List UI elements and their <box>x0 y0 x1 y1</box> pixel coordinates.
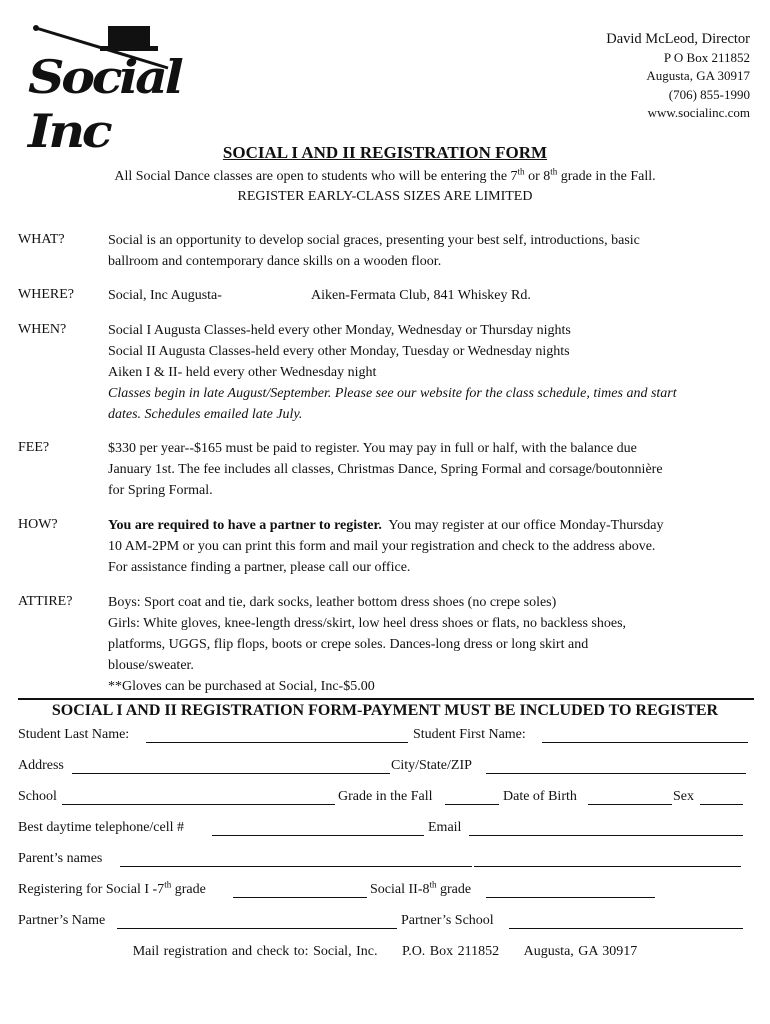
how-label: HOW? <box>18 517 58 532</box>
where-body <box>108 285 748 306</box>
contact-block <box>606 30 750 123</box>
mail-city: Augusta, GA 30917 <box>523 944 638 959</box>
social1-sup: th <box>164 879 172 890</box>
fee-label: FEE? <box>18 440 50 455</box>
attire-line: blouse/sweater. <box>108 658 194 673</box>
attire-line: Boys: Sport coat and tie, dark socks, leather bottom dress shoes (no crepe soles) <box>108 595 557 610</box>
dob-label: Date of Birth <box>503 789 577 804</box>
partner-school-input[interactable] <box>509 928 743 929</box>
social-inc-logo <box>28 24 198 158</box>
how-line: 10 AM-2PM or you can print this form and mail your registration and check to the address above. <box>108 539 656 554</box>
address-input[interactable] <box>72 773 390 774</box>
phone-label: Best daytime telephone/cell # <box>18 820 185 835</box>
intro-sup-2: th <box>550 166 558 177</box>
partner-school-label: Partner’s School <box>401 913 494 928</box>
sex-input[interactable] <box>700 804 743 805</box>
attire-label: ATTIRE? <box>18 594 73 609</box>
student-first-input[interactable] <box>542 742 748 743</box>
when-line: Social II Augusta Classes-held every other Monday, Tuesday or Wednesday nights <box>108 344 570 359</box>
intro-line-2: REGISTER EARLY-CLASS SIZES ARE LIMITED <box>237 189 533 204</box>
form-title: SOCIAL I AND II REGISTRATION FORM-PAYMENT MUST BE INCLUDED TO REGISTER <box>51 702 719 719</box>
when-line: Classes begin in late August/September. Please see our website for the class schedule, times and start <box>108 386 677 401</box>
email-label: Email <box>428 820 462 835</box>
where-label: WHERE? <box>18 287 74 302</box>
school-input[interactable] <box>62 804 335 805</box>
what-line: Social is an opportunity to develop social graces, presenting your best self, introductions, basic <box>108 233 640 248</box>
city-state-zip-label: City/State/ZIP <box>391 758 472 773</box>
student-last-input[interactable] <box>146 742 408 743</box>
partner-name-input[interactable] <box>117 928 397 929</box>
fee-body <box>108 438 748 501</box>
phone-input[interactable] <box>212 835 424 836</box>
section-divider <box>18 698 754 700</box>
fee-line: for Spring Formal. <box>108 483 213 498</box>
director-name: David McLeod, Director <box>606 31 750 47</box>
social1-label <box>18 879 206 898</box>
parents-label: Parent’s names <box>18 851 103 866</box>
when-body <box>108 320 748 425</box>
when-line: Aiken I & II- held every other Wednesday night <box>108 365 377 380</box>
when-line: dates. Schedules emailed late July. <box>108 407 303 422</box>
intro-line-1 <box>0 166 770 185</box>
grade-input[interactable] <box>445 804 499 805</box>
page-title: SOCIAL I AND II REGISTRATION FORM <box>222 143 548 162</box>
phone-number: (706) 855-1990 <box>668 86 750 102</box>
social1-text-b: grade <box>171 882 206 897</box>
intro-text-b: or 8 <box>524 169 551 184</box>
social2-input[interactable] <box>486 897 655 898</box>
how-line: You may register at our office Monday-Thursday <box>381 518 664 533</box>
po-box: P O Box 211852 <box>663 49 750 65</box>
what-body <box>108 230 748 272</box>
what-label: WHAT? <box>18 232 65 247</box>
how-bold-text: You are required to have a partner to register. <box>108 518 382 533</box>
grade-label: Grade in the Fall <box>338 789 433 804</box>
when-line: Social I Augusta Classes-held every other Monday, Wednesday or Thursday nights <box>108 323 571 338</box>
attire-line: Girls: White gloves, knee-length dress/skirt, low heel dress shoes or flats, no backless shoes, <box>108 616 627 631</box>
attire-line: **Gloves can be purchased at Social, Inc-$5.00 <box>108 679 375 694</box>
intro-sup-1: th <box>517 166 525 177</box>
social1-text: Registering for Social I -7 <box>18 882 165 897</box>
city-state-zip-input[interactable] <box>486 773 746 774</box>
how-body <box>108 515 748 578</box>
address-label: Address <box>18 758 64 773</box>
city-state: Augusta, GA 30917 <box>646 68 750 83</box>
where-venue: Aiken-Fermata Club, 841 Whiskey Rd. <box>311 288 531 303</box>
fee-line: January 1st. The fee includes all classes, Christmas Dance, Spring Formal and corsage/boutonnière <box>108 462 663 477</box>
social2-text-b: grade <box>436 882 472 897</box>
intro-text-a: All Social Dance classes are open to students who will be entering the 7 <box>114 169 518 184</box>
attire-body <box>108 592 748 697</box>
social1-input[interactable] <box>233 897 367 898</box>
mail-instructions <box>0 944 770 960</box>
student-first-label: Student First Name: <box>413 727 526 742</box>
attire-line: platforms, UGGS, flip flops, boots or crepe soles. Dances-long dress or long skirt and <box>108 637 589 652</box>
parent-2-input[interactable] <box>474 866 741 867</box>
student-last-label: Student Last Name: <box>18 727 130 742</box>
how-line: For assistance finding a partner, please call our office. <box>108 560 411 575</box>
intro-text-c: grade in the Fall. <box>557 169 656 184</box>
social2-text: Social II-8 <box>370 882 430 897</box>
fee-line: $330 per year--$165 must be paid to register. You may pay in full or half, with the balance due <box>108 441 637 456</box>
where-location: Social, Inc Augusta- <box>108 288 222 303</box>
logo-text: Social Inc <box>28 50 181 158</box>
website-link[interactable]: www.socialinc.com <box>647 105 750 120</box>
sex-label: Sex <box>673 789 694 804</box>
dob-input[interactable] <box>588 804 672 805</box>
social2-sup: th <box>429 879 437 890</box>
partner-name-label: Partner’s Name <box>18 913 106 928</box>
what-line: ballroom and contemporary dance skills on a wooden floor. <box>108 254 442 269</box>
parent-1-input[interactable] <box>120 866 472 867</box>
email-input[interactable] <box>469 835 743 836</box>
mail-po: P.O. Box 211852 <box>401 944 500 959</box>
when-label: WHEN? <box>18 322 67 337</box>
school-label: School <box>18 789 57 804</box>
social2-label <box>370 879 472 898</box>
mail-label: Mail registration and check to: Social, Inc. <box>132 944 378 959</box>
